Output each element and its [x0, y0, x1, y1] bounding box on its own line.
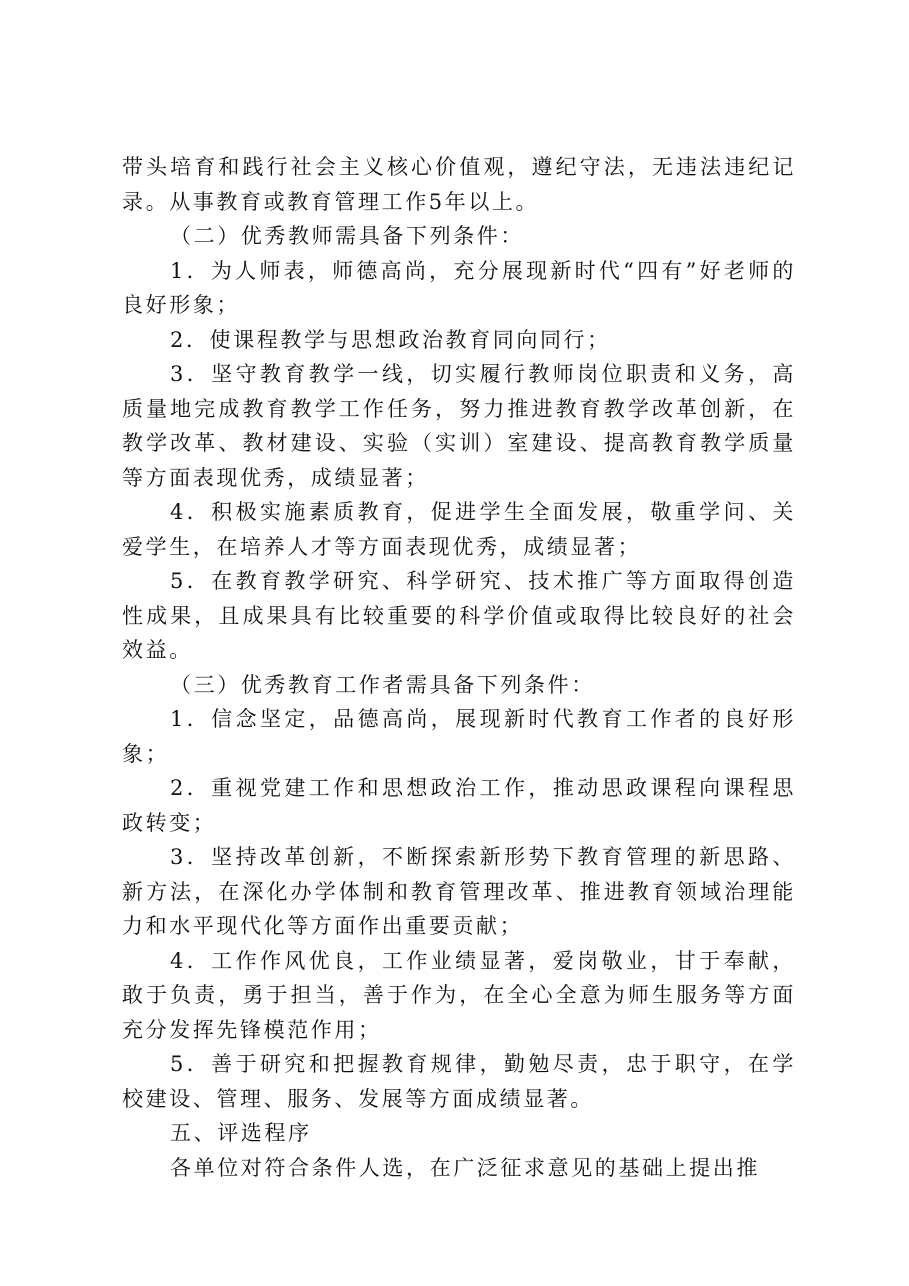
list-item: 4．工作作风优良，工作业绩显著，爱岗敬业，甘于奉献，敢于负责，勇于担当，善于作为，在全心全意为师生服务等方面充分发挥先锋模范作用；	[122, 948, 796, 1042]
list-item: 1．为人师表，师德高尚，充分展现新时代“四有”好老师的良好形象；	[122, 258, 796, 317]
list-item: 5．善于研究和把握教育规律，勤勉尽责，忠于职守，在学校建设、管理、服务、发展等方面成绩显著。	[122, 1052, 796, 1111]
list-item: 2．重视党建工作和思想政治工作，推动思政课程向课程思政转变；	[122, 776, 796, 835]
section-heading-excellent-teacher: （二）优秀教师需具备下列条件：	[170, 224, 524, 248]
paragraph: 各单位对符合条件人选，在广泛征求意见的基础上提出推	[170, 1155, 760, 1180]
document-body	[122, 150, 796, 1185]
list-item: 5．在教育教学研究、科学研究、技术推广等方面取得创造性成果，且成果具有比较重要的科学价值或取得比较良好的社会效益。	[122, 569, 796, 662]
list-item: 3．坚持改革创新，不断探索新形势下教育管理的新思路、新方法，在深化办学体制和教育管理改革、推进教育领域治理能力和水平现代化等方面作出重要贡献；	[122, 845, 796, 938]
list-item: 3．坚守教育教学一线，切实履行教师岗位职责和义务，高质量地完成教育教学工作任务，努力推进教育教学改革创新，在教学改革、教材建设、实验（实训）室建设、提高教育教学质量等方面表现优秀，成绩显著；	[122, 362, 796, 490]
list-item: 4．积极实施素质教育，促进学生全面发展，敬重学问、关爱学生，在培养人才等方面表现优秀，成绩显著；	[122, 500, 796, 559]
section-heading-selection-procedure: 五、评选程序	[170, 1121, 312, 1145]
paragraph: 带头培育和践行社会主义核心价值观，遵纪守法，无违法违纪记录。从事教育或教育管理工作5年以上。	[122, 155, 796, 214]
section-heading-excellent-educator: （三）优秀教育工作者需具备下列条件：	[170, 672, 595, 697]
list-item: 2．使课程教学与思想政治教育同向同行；	[170, 327, 611, 352]
list-item: 1．信念坚定，品德高尚，展现新时代教育工作者的良好形象；	[122, 707, 796, 766]
